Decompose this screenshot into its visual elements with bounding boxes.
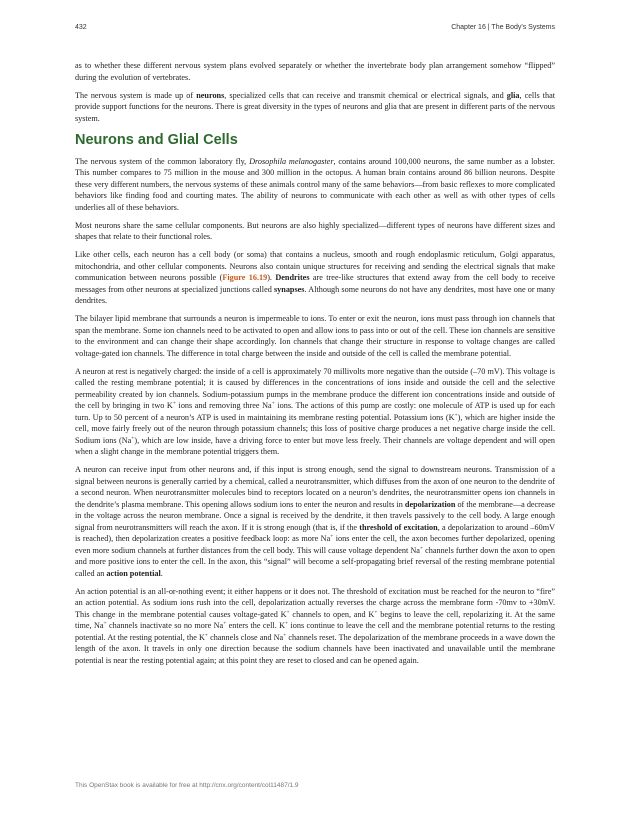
superscript: + [419,544,424,551]
text: channels further down the axon to open and more positive ions to enter the cell. In the axon, this “signal” will become a self-propagating brief reversal of the resting membrane potential called an [75,545,555,578]
text: begins to leave the cell, repolarizing it. At the same time, Na [75,609,556,630]
text: ). [267,273,276,282]
paragraph-1 [75,60,555,83]
text: as to whether these different nervous system plans evolved separately or whether the invertebrate body plan arrangement somehow “flipped” during the evolution of vertebrates. [75,61,555,82]
text: of the membrane—a decrease in the voltage across the neuron membrane. Once a signal is received by the dendrite, it then travels passively to the cell body. A large enough signal from neurotransmitters will reach the axon. If it is strong enough (that is, if the [75,499,555,532]
text: ions and removing three Na [175,401,272,410]
text: . [160,568,163,578]
section-title: Neurons and Glial Cells [75,131,238,148]
superscript: + [285,620,289,627]
paragraph-8 [75,464,555,579]
paragraph-9 [75,586,555,667]
text: ), which are higher inside the cell, move fairly freely out of the neuron through potassium channels; this loss of positive charge produces a net negative charge inside the cell. Sodium ions (Na [75,412,555,445]
chapter-title: Chapter 16 | The Body's Systems [451,24,555,31]
text: A neuron at rest is negatively charged: the inside of a cell is approximately 70 millivolts more negative than the outside (–70 mV). This voltage is called the resting membrane potential; it is caused by differences in the concentrations of ions inside and outside the cell and the selective permeability created by ion channels. Sodium-potassium pumps in the membrane produce the different ion concentrations inside and outside of the cell by bringing in two K [75,366,555,410]
text: The nervous system is made up of [75,90,197,100]
text: , cells that provide support functions for the neurons. There is great diversity in the types of neurons and glia that are present in different parts of the nervous system. [75,90,556,123]
superscript: + [223,620,227,627]
superscript: + [103,620,107,627]
text: channels inactivate so no more Na [106,621,224,630]
text: The bilayer lipid membrane that surrounds a neuron is impermeable to ions. To enter or exit the neuron, ions must pass through ion channels that span the membrane. Some ion channels need to be activated to open and allow ions to pass into or out of the cell. These ion channels are sensitive to the environment and can change their shape accordingly. Ion channels that change their structure in response to voltage changes are called voltage-gated ion channels. The difference in total charge between the inside and outside of the cell is called the membrane potential. [75,314,555,358]
text: , contains around 100,000 neurons, the same number as a lobster. This number compares to 75 million in the mouse and 300 million in the octopus. A human brain contains around 86 billion neurons. Despite these very different numbers, the nervous systems of these animals control many of the same behaviors—from basic reflexes to more complicated behaviors like finding food and courting mates. The ability of neurons to communicate with each other as well as with other types of cells underlies all of these behaviors. [75,156,555,212]
page-footer: This OpenStax book is available for free at http://cnx.org/content/col11487/1.9 [75,782,299,789]
superscript: + [204,631,208,638]
page-header [75,24,555,36]
text: ions continue to leave the cell and the membrane potential returns to the resting potential. At the resting potential, the K [75,621,555,642]
text: A neuron can receive input from other neurons and, if this input is strong enough, send the signal to downstream neurons. Transmission of a signal between neurons is generally carried by a chemical, called a neurotransmitter, which diffuses from the axon of one neuron to the dendrite of a second neuron. When neurotransmitter molecules bind to receptors located on a neuron’s dendrites, the neurotransmitter opens ion channels in the dendrite’s plasma membrane. This opening allows sodium ions to enter the neuron and results in [75,465,555,509]
term-synapses: synapses [274,284,305,294]
superscript: + [172,400,176,407]
term-threshold: threshold of excitation [359,522,438,532]
text: ), which are low inside, have a driving force to enter but move less freely. Their channels are voltage dependent and will open when a slight change in the membrane potential triggers them. [75,435,555,456]
text: Most neurons share the same cellular components. But neurons are also highly specialized—different types of neurons have different sizes and shapes that relate to their functional roles. [75,220,555,241]
term-glia: glia [506,90,520,100]
term-neurons: neurons [196,90,225,100]
superscript: + [271,400,275,407]
text: , a depolarization to around –60mV is reached), then depolarization creates a positive feedback loop: as more Na [75,522,555,543]
text: ions. The actions of this pump are costly: one molecule of ATP is used up for each turn. Up to 50 percent of a neuron’s ATP is used in maintaining its membrane resting potential. Potassium ions (K [75,401,555,422]
paragraph-6 [75,313,555,359]
text: . Although some neurons do not have any dendrites, most have one or many dendrites. [75,284,555,305]
paragraph-2 [75,90,555,125]
text: An action potential is an all-or-nothing event; it either happens or it does not. The threshold of excitation must be reached for the neuron to “fire” an action potential. As sodium ions rush into the cell, depolarization actually reverses the charge across the membrane form -70mv to +30mV. This change in the membrane potential causes voltage-gated K [75,586,555,619]
paragraph-3 [75,156,555,214]
term-depolarization: depolarization [404,499,456,509]
superscript: + [454,411,458,418]
paragraph-7 [75,366,555,458]
text: Like other cells, each neuron has a cell body (or soma) that contains a nucleus, smooth and rough endoplasmic reticulum, Golgi apparatus, mitochondria, and other cellular components. Neurons also contain unique structures for receiving and sending the electrical signals that make communication between neurons possible ( [75,250,555,282]
text: are tree-like structures that extend away from the cell body to receive messages from other neurons at specialized junctions called [75,273,555,294]
body-text [75,60,555,673]
superscript: + [330,533,334,540]
figure-link[interactable]: Figure 16.19 [222,273,268,282]
paragraph-4 [75,220,555,243]
term-dendrites: Dendrites [275,273,310,282]
text: enters the cell. K [226,621,286,630]
text: channels to open, and K [289,609,375,619]
text: channels reset. The depolarization of the membrane proceeds in a wave down the length of the axon. It travels in only one direction because the sodium channels have been inactivated and unavailable until the membrane potential is near the resting potential again; at this point they are reset to closed and can be opened again. [75,632,555,665]
superscript: + [131,434,135,441]
text: channels close and Na [207,632,284,642]
paragraph-5 [75,249,555,307]
superscript: + [283,631,287,638]
species-name: Drosophila melanogaster [249,156,334,166]
text: , specialized cells that can receive and transmit chemical or electrical signals, and [224,90,507,100]
page-number: 432 [75,24,87,31]
superscript: + [286,608,290,615]
text: The nervous system of the common laboratory fly, [75,156,250,166]
term-action-potential: action potential [106,568,161,578]
text: ions enter the cell, the axon becomes further depolarized, opening even more sodium channels at further distances from the cell body. This will cause voltage dependent Na [75,534,556,555]
superscript: + [374,608,378,615]
